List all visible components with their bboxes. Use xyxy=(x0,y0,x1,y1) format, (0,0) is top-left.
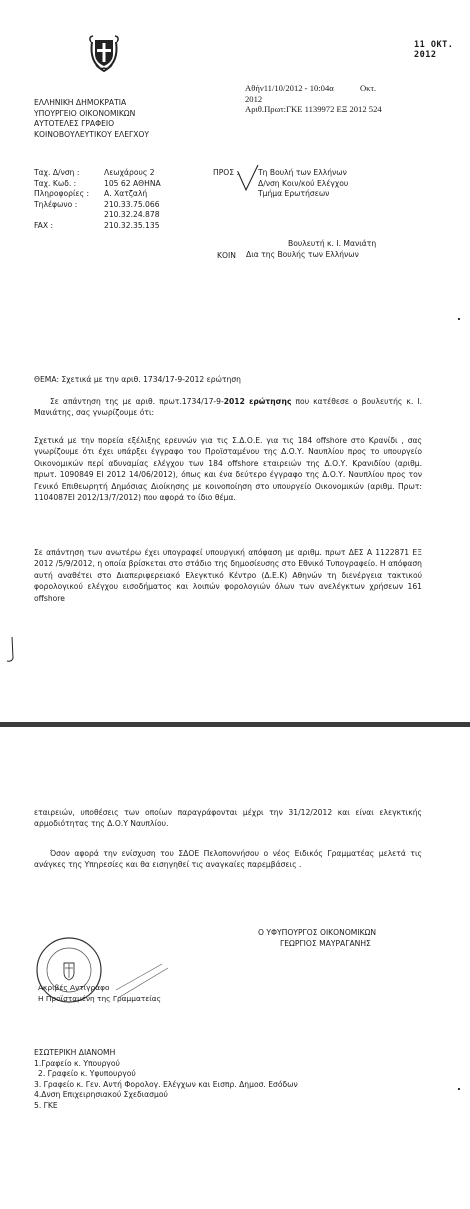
check-mark xyxy=(237,164,259,192)
intro-bold: 2012 ερώτησης xyxy=(223,397,292,406)
koin-line: Βουλευτή κ. Ι. Μανιάτη xyxy=(288,239,377,248)
koin-block xyxy=(246,239,376,260)
sender-line: ΚΟΙΝΟΒΟΥΛΕΥΤΙΚΟΥ ΕΛΕΓΧΟΥ xyxy=(34,129,150,139)
stamp-date: 11 ΟΚΤ. 2012 xyxy=(414,40,454,60)
protocol-number: Αριθ.Πρωτ:ΓΚΕ 1139972 ΕΞ 2012 524 xyxy=(245,104,382,114)
contact-label: FAX : xyxy=(34,220,54,230)
contact-value: 210.33.75.066 xyxy=(104,199,160,209)
distribution-item: 4.Δνση Επιχειρησιακού Σχεδιασμού xyxy=(34,1090,168,1100)
contact-label: Ταχ. Δ/νση : xyxy=(34,168,80,177)
sender-block xyxy=(34,98,149,140)
sender-line: ΑΥΤΟΤΕΛΕΣ ΓΡΑΦΕΙΟ xyxy=(34,119,115,129)
date-month: Οκτ. xyxy=(359,83,377,93)
contact-label xyxy=(34,210,104,221)
date-reference xyxy=(245,83,382,115)
dot-mark xyxy=(458,318,460,320)
page-separator xyxy=(0,722,470,727)
contact-label: Πληροφορίες : xyxy=(34,189,90,199)
recipient-block xyxy=(258,168,348,200)
contact-value: 210.32.24.878 xyxy=(104,210,160,220)
signature-name: ΓΕΩΡΓΙΟΣ ΜΑΥΡΑΓΑΝΗΣ xyxy=(280,938,371,948)
paragraph-decision: Σε απάντηση των ανωτέρω έχει υπογραφεί υπουργική απόφαση με αριθμ. πρωτ ΔΕΣ Α 1122871 ΕΞ 2012 /5/9/2012, η οποία βρίσκεται στο στάδιο της δημοσίευσης στο Εθνικό Τυπογραφείο. Η απόφαση αυτή αναθέτει στο Διαπεριφερειακό Ελεγκτικό Κέντρο (Δ.Ε.Κ) Αθηνών τη διενέργεια τακτικού φορολογικού ελέγχου εισοδήματος και λοιπών φορολογιών όλων των ανελέγκτων χρήσεων 161 offshore xyxy=(34,548,422,603)
distribution-item: 5. ΓΚΕ xyxy=(34,1100,58,1110)
contact-label: Ταχ. Κωδ. : xyxy=(34,178,77,188)
recipient-line: Τμήμα Ερωτήσεων xyxy=(258,189,330,199)
contact-value: 210.32.35.135 xyxy=(104,220,160,230)
certification-line: Η Προϊσταμένη της Γραμματείας xyxy=(38,993,161,1003)
subject-line: ΘΕΜΑ: Σχετικά με την αριθ. 1734/17-9-2012 ερώτηση xyxy=(34,375,241,384)
intro-paragraph: Σε απάντηση της με αριθ. πρωτ.1734/17-9-2012 ερώτησης που κατέθεσε ο βουλευτής κ. Ι. Μανιάτης, σας γνωρίζουμε ότι: xyxy=(34,397,422,418)
recipient-line: Τη Βουλή των Ελλήνων xyxy=(258,168,347,177)
certification-block xyxy=(38,983,161,1004)
koin-line: Δια της Βουλής των Ελλήνων xyxy=(246,249,359,259)
paragraph-decision-cont: εταιρειών, υποθέσεις των οποίων παραγράφονται μέχρι την 31/12/2012 και είναι ελεγκτικής αρμοδιότητας της Δ.Ο.Υ Ναυπλίου. xyxy=(34,808,422,829)
certification-line: Ακριβές Αντίγραφο xyxy=(38,983,110,992)
distribution-block xyxy=(34,1048,298,1112)
contact-label: Τηλέφωνο : xyxy=(34,199,78,209)
sender-line: ΕΛΛΗΝΙΚΗ ΔΗΜΟΚΡΑΤΙΑ xyxy=(34,98,127,107)
distribution-item: 2. Γραφείο κ. Υφυπουργού xyxy=(38,1069,136,1079)
sender-line: ΥΠΟΥΡΓΕΙΟ ΟΙΚΟΝΟΜΙΚΩΝ xyxy=(34,108,136,118)
signature-title: Ο ΥΦΥΠΟΥΡΓΟΣ ΟΙΚΟΝΟΜΙΚΩΝ xyxy=(258,928,377,937)
margin-mark xyxy=(4,636,16,664)
paragraph-offshore: Σχετικά με την πορεία εξέλιξης ερευνών για τις Σ.Δ.Ο.Ε. για τις 184 offshore στο Κρανίδι , σας γνωρίζουμε ότι έχει υπάρξει έγγραφο του Προϊσταμένου της Δ.Ο.Υ. Ναυπλίου προς το υπουργείο Οικονομικών περί αδυναμίας ελέγχου των 184 offshore εταιρειών της Δ.Ο.Υ. Κρανιδίου (αριθμ. πρωτ. 1090849 ΕΙ 2012 14/06/2012), όπως και ένα δεύτερο έγγραφο της Δ.Ο.Υ. Ναυπλίου προς τον Γενικό Επιθεωρητή Δημόσιας Διοίκησης με κοινοποίηση στο υπουργείο Οικονομικών (αριθμ. Πρωτ: 1104087ΕΙ 2012/13/7/2012) που αφορά το ίδιο θέμα. xyxy=(34,436,422,503)
date-year: 2012 xyxy=(245,93,263,104)
greek-emblem xyxy=(86,34,122,74)
paragraph-sdoe: Όσον αφορά την ενίσχυση του ΣΔΟΕ Πελοποννήσου ο νέος Ειδικός Γραμματέας μελετά τις ανάγκες της Υπηρεσίες και θα εισηγηθεί τις αναγκαίες παρεμβάσεις . xyxy=(34,849,422,870)
koin-label: ΚΟΙΝ xyxy=(217,251,236,260)
signature-block xyxy=(258,928,376,949)
recipient-line: Δ/νση Κοιν/κού Ελέγχου xyxy=(258,178,349,188)
date-line: Αθήν11/10/2012 - 10:04α xyxy=(245,83,334,93)
distribution-heading: ΕΣΩΤΕΡΙΚΗ ΔΙΑΝΟΜΗ xyxy=(34,1048,116,1057)
recipient-label: ΠΡΟΣ : xyxy=(213,168,240,177)
distribution-item: 3. Γραφείο κ. Γεν. Αντή Φορολογ. Ελέγχων και Εισπρ. Δημοσ. Εσόδων xyxy=(34,1079,298,1089)
contact-value: 105 62 ΑΘΗΝΑ xyxy=(104,178,161,188)
contact-value: Λεωχάρους 2 xyxy=(104,168,155,177)
contact-value: Α. Χατζαλή xyxy=(104,189,148,199)
dot-mark xyxy=(458,1088,460,1090)
contact-block xyxy=(34,168,161,232)
distribution-item: 1.Γραφείο κ. Υπουργού xyxy=(34,1058,120,1068)
